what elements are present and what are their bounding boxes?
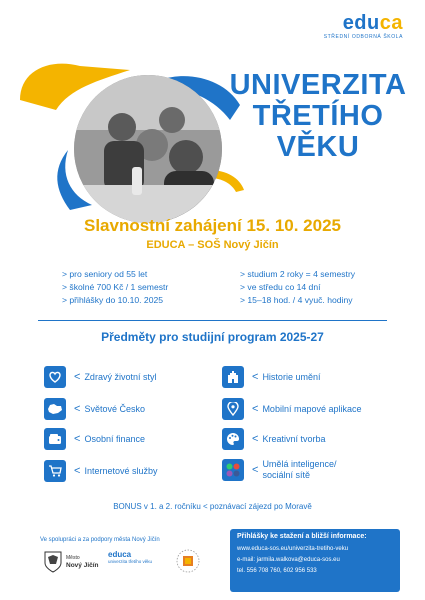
apps-icon (222, 459, 244, 481)
registration-email[interactable]: e-mail: jarmila.walkova@educa-sos.eu (237, 557, 340, 563)
registration-phone: tel. 556 708 760, 602 956 533 (237, 568, 317, 574)
info-list-right (240, 268, 355, 307)
city-logo (44, 551, 99, 573)
cooperation-text: Ve spolupráci a za podpory města Nový Jičín (40, 537, 160, 543)
educa-small-word: educa (108, 550, 132, 559)
subject-healthy-lifestyle (44, 366, 156, 388)
subject-label: Internetové služby (84, 465, 158, 476)
subject-label: Mobilní mapové aplikace (262, 403, 362, 414)
event-subtitle: EDUCA – SOŠ Nový Jičín (146, 239, 279, 251)
subject-label (262, 459, 336, 481)
city-name-label: Nový Jičín (66, 562, 99, 569)
info-item: > ve středu co 14 dní (240, 282, 321, 292)
city-small-label: Město (66, 555, 80, 561)
headline-line-3: VĚKU (276, 131, 360, 163)
subject-ai-social-networks (222, 459, 336, 481)
bonus-text: BONUS v 1. a 2. ročníku < poznávací zájezd po Moravě (113, 502, 312, 511)
seniors-photo-illustration (74, 75, 222, 223)
subject-creative-work (222, 428, 325, 450)
subject-internet-services (44, 460, 157, 482)
registration-title: Přihlášky ke stažení a bližší informace: (237, 533, 367, 540)
subject-label: Osobní finance (84, 433, 145, 444)
info-item: > školné 700 Kč / 1 semestr (62, 282, 169, 292)
lt-marker: < (252, 433, 259, 445)
lt-marker: < (252, 464, 259, 476)
subject-art-history (222, 366, 320, 388)
subject-label: Zdravý životní styl (84, 371, 157, 382)
subject-label-line-2: sociální sítě (262, 470, 310, 480)
palette-icon (222, 428, 244, 450)
registration-web-link[interactable]: www.educa-sos.eu/univerzita-tretiho-veku (237, 546, 349, 552)
headline (228, 70, 408, 163)
partner-seal-icon (176, 549, 200, 573)
subject-label: Historie umění (262, 371, 321, 382)
educa-small-subtitle: univerzita třetího věku (108, 559, 153, 564)
lt-marker: < (74, 371, 81, 383)
shopping-cart-icon (44, 460, 66, 482)
info-list-left (62, 268, 168, 307)
lt-marker: < (252, 403, 259, 415)
educa-u3v-logo (108, 551, 152, 565)
section-divider (38, 320, 387, 321)
subject-label: Kreativní tvorba (262, 433, 326, 444)
info-item: > pro seniory od 55 let (62, 269, 148, 279)
logo-subtitle: STŘEDNÍ ODBORNÁ ŠKOLA (323, 34, 403, 40)
map-czech-icon (44, 398, 66, 420)
info-item: > přihlášky do 10.10. 2025 (62, 295, 164, 305)
subject-label: Světové Česko (84, 403, 145, 414)
subject-mobile-map-apps (222, 398, 362, 420)
event-title: Slavnostní zahájení 15. 10. 2025 (83, 216, 342, 235)
registration-info-box (230, 529, 400, 592)
logo-word-accent: ca (379, 12, 403, 34)
info-item: > studium 2 roky = 4 semestry (240, 269, 356, 279)
logo-word-main: edu (342, 12, 380, 34)
headline-line-2: TŘETÍHO (252, 100, 384, 132)
city-crest-icon (44, 551, 62, 573)
subject-label-line-1: Umělá inteligence/ (262, 459, 337, 469)
subjects-section-title: Předměty pro studijní program 2025-27 (101, 330, 324, 344)
lt-marker: < (252, 371, 259, 383)
heart-icon (44, 366, 66, 388)
wallet-icon (44, 428, 66, 450)
lt-marker: < (74, 465, 81, 477)
headline-line-1: UNIVERZITA (229, 69, 407, 101)
lt-marker: < (74, 403, 81, 415)
partner-seal (176, 549, 200, 573)
subject-personal-finance (44, 428, 145, 450)
lt-marker: < (74, 433, 81, 445)
subject-world-czech (44, 398, 145, 420)
info-item: > 15–18 hod. / 4 vyuč. hodiny (240, 295, 353, 305)
location-pin-icon (222, 398, 244, 420)
seniors-photo (74, 75, 222, 223)
castle-icon (222, 366, 244, 388)
